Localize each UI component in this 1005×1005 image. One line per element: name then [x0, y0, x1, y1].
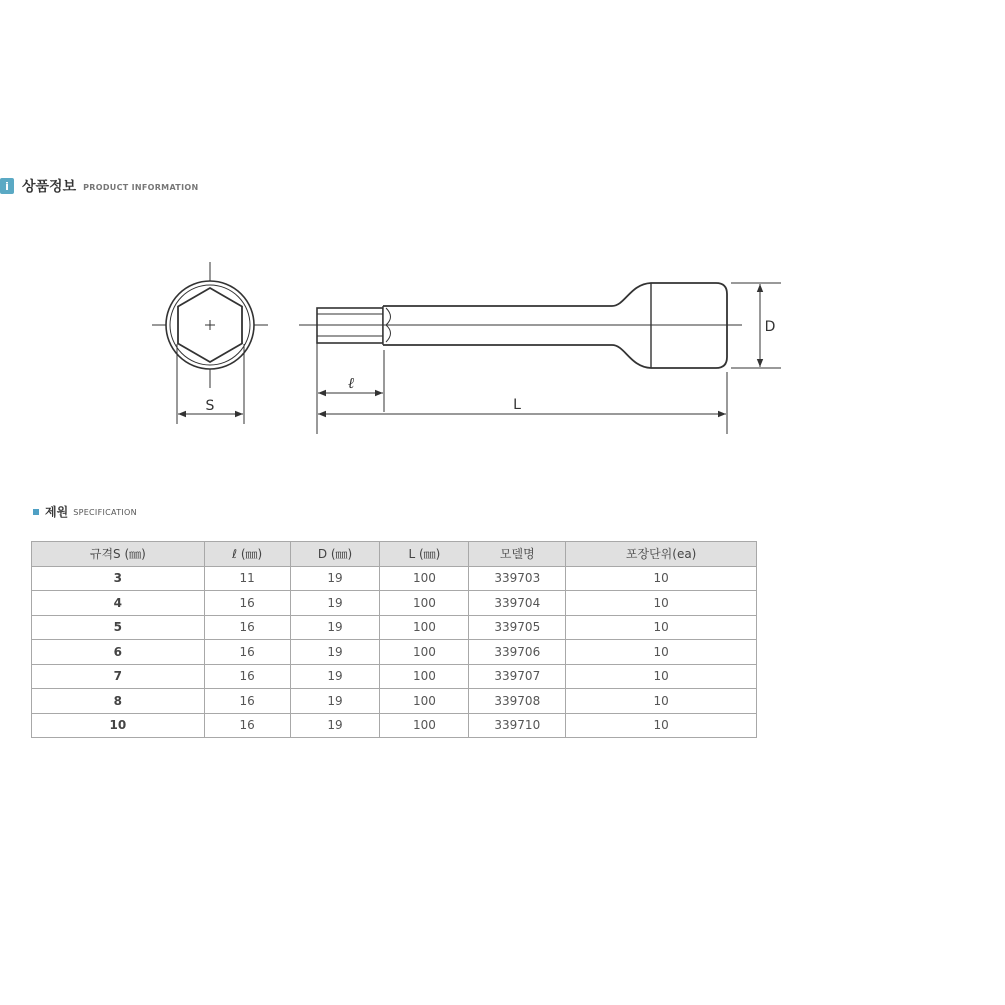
cell-model: 339706 — [469, 640, 566, 665]
cell-length: 100 — [380, 713, 469, 738]
header-length: L (㎜) — [380, 542, 469, 567]
table-row — [32, 566, 757, 591]
cell-model: 339704 — [469, 591, 566, 616]
header-l: ℓ (㎜) — [204, 542, 290, 567]
section-subtitle: PRODUCT INFORMATION — [83, 183, 199, 192]
cell-length: 100 — [380, 566, 469, 591]
cell-package: 10 — [566, 689, 757, 714]
cell-d: 19 — [290, 640, 380, 665]
table-row — [32, 713, 757, 738]
spec-table — [31, 541, 757, 738]
cell-size: 4 — [32, 591, 205, 616]
cell-model: 339705 — [469, 615, 566, 640]
cell-d: 19 — [290, 689, 380, 714]
label-s: S — [205, 398, 215, 414]
header-model: 모델명 — [469, 542, 566, 567]
cell-length: 100 — [380, 591, 469, 616]
cell-l: 16 — [204, 713, 290, 738]
cell-size: 8 — [32, 689, 205, 714]
label-D: D — [764, 319, 776, 335]
section-header — [0, 176, 198, 196]
info-icon: i — [0, 178, 14, 194]
cell-length: 100 — [380, 664, 469, 689]
table-row — [32, 664, 757, 689]
cell-model: 339707 — [469, 664, 566, 689]
cell-d: 19 — [290, 591, 380, 616]
end-view — [152, 262, 268, 424]
cell-l: 11 — [204, 566, 290, 591]
cell-model: 339710 — [469, 713, 566, 738]
spec-subtitle: SPECIFICATION — [73, 508, 137, 517]
cell-l: 16 — [204, 615, 290, 640]
cell-d: 19 — [290, 615, 380, 640]
header-size: 규격S (㎜) — [32, 542, 205, 567]
section-title: 상품정보 — [22, 179, 77, 195]
side-view — [299, 283, 781, 434]
cell-size: 5 — [32, 615, 205, 640]
label-l-small: ℓ — [347, 374, 355, 392]
square-bullet-icon — [33, 509, 39, 515]
label-L: L — [513, 397, 521, 413]
cell-length: 100 — [380, 615, 469, 640]
cell-package: 10 — [566, 664, 757, 689]
cell-d: 19 — [290, 664, 380, 689]
cell-d: 19 — [290, 713, 380, 738]
table-row — [32, 689, 757, 714]
spec-title: 제원 — [45, 505, 69, 519]
cell-size: 7 — [32, 664, 205, 689]
cell-length: 100 — [380, 640, 469, 665]
cell-package: 10 — [566, 615, 757, 640]
table-row — [32, 640, 757, 665]
cell-l: 16 — [204, 591, 290, 616]
cell-length: 100 — [380, 689, 469, 714]
cell-size: 10 — [32, 713, 205, 738]
cell-d: 19 — [290, 566, 380, 591]
cell-package: 10 — [566, 566, 757, 591]
cell-l: 16 — [204, 664, 290, 689]
table-header-row — [32, 542, 757, 567]
cell-package: 10 — [566, 713, 757, 738]
cell-size: 6 — [32, 640, 205, 665]
cell-size: 3 — [32, 566, 205, 591]
header-package: 포장단위(ea) — [566, 542, 757, 567]
spec-header — [33, 503, 137, 520]
header-d: D (㎜) — [290, 542, 380, 567]
technical-drawing — [0, 0, 1005, 500]
cell-model: 339708 — [469, 689, 566, 714]
cell-l: 16 — [204, 689, 290, 714]
cell-package: 10 — [566, 591, 757, 616]
table-row — [32, 615, 757, 640]
cell-package: 10 — [566, 640, 757, 665]
cell-l: 16 — [204, 640, 290, 665]
table-row — [32, 591, 757, 616]
cell-model: 339703 — [469, 566, 566, 591]
